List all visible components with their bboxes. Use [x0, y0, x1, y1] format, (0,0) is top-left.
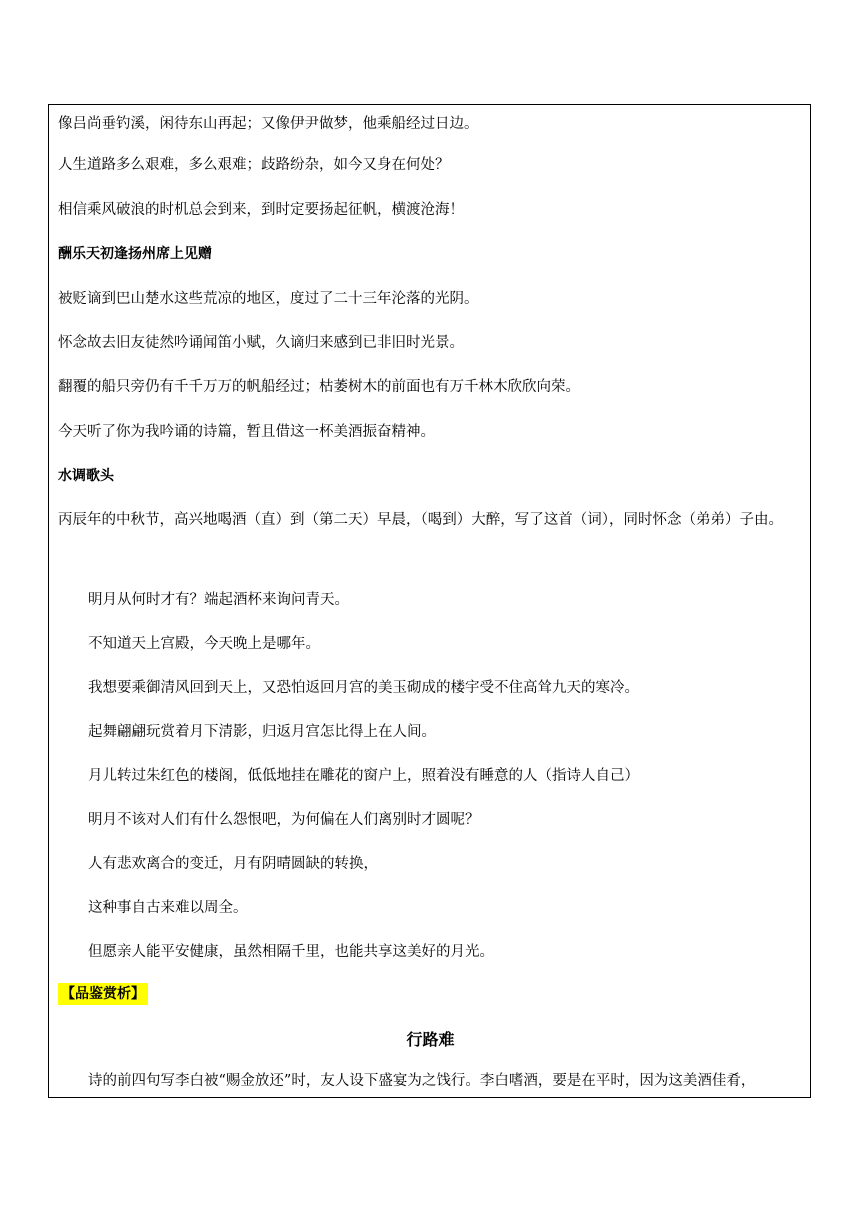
analysis-label: 【品鉴赏析】 — [58, 983, 148, 1005]
poem1-line-1: 像吕尚垂钓溪，闲待东山再起；又像伊尹做梦，他乘船经过日边。 — [58, 116, 479, 132]
analysis-title: 行路难 — [406, 1030, 455, 1049]
poem2-line-1: 被贬谪到巴山楚水这些荒凉的地区，度过了二十三年沦落的光阴。 — [58, 291, 479, 307]
analysis-paragraph: 诗的前四句写李白被“赐金放还”时，友人设下盛宴为之饯行。李白嗜酒，要是在平时，因为这美酒佳肴， — [88, 1073, 756, 1089]
poem1-line-2: 人生道路多么艰难，多么艰难；歧路纷杂，如今又身在何处？ — [58, 157, 450, 173]
poem3-line-3: 我想要乘御清风回到天上，又恐怕返回月宫的美玉砌成的楼宇受不住高耸九天的寒冷。 — [88, 680, 639, 696]
poem2-title: 酬乐天初逢扬州席上见赠 — [58, 246, 212, 262]
poem3-line-4: 起舞翩翩玩赏着月下清影，归返月宫怎比得上在人间。 — [88, 724, 436, 740]
poem3-line-8: 这种事自古来难以周全。 — [88, 900, 248, 916]
poem2-line-2: 怀念故去旧友徒然吟诵闻笛小赋，久谪归来感到已非旧时光景。 — [58, 335, 464, 351]
poem3-line-5: 月儿转过朱红色的楼阁，低低地挂在雕花的窗户上，照着没有睡意的人（指诗人自己） — [88, 768, 639, 784]
poem3-line-7: 人有悲欢离合的变迁，月有阴晴圆缺的转换， — [88, 856, 378, 872]
poem3-line-6: 明月不该对人们有什么怨恨吧，为何偏在人们离别时才圆呢？ — [88, 812, 480, 828]
poem2-line-4: 今天听了你为我吟诵的诗篇，暂且借这一杯美酒振奋精神。 — [58, 424, 435, 440]
poem2-line-3: 翻覆的船只旁仍有千千万万的帆船经过；枯萎树木的前面也有万千林木欣欣向荣。 — [58, 379, 580, 395]
poem3-line-9: 但愿亲人能平安健康，虽然相隔千里，也能共享这美好的月光。 — [88, 944, 494, 960]
analysis-label-row — [58, 984, 148, 1004]
poem3-title: 水调歌头 — [58, 468, 114, 484]
poem3-preface: 丙辰年的中秋节，高兴地喝酒（直）到（第二天）早晨，（喝到）大醉，写了这首（词），同时怀念（弟弟）子由。 — [58, 512, 783, 528]
poem3-line-1: 明月从何时才有？端起酒杯来询问青天。 — [88, 592, 349, 608]
poem1-line-3: 相信乘风破浪的时机总会到来，到时定要扬起征帆，横渡沧海！ — [58, 202, 464, 218]
poem3-line-2: 不知道天上宫殿，今天晚上是哪年。 — [88, 636, 320, 652]
